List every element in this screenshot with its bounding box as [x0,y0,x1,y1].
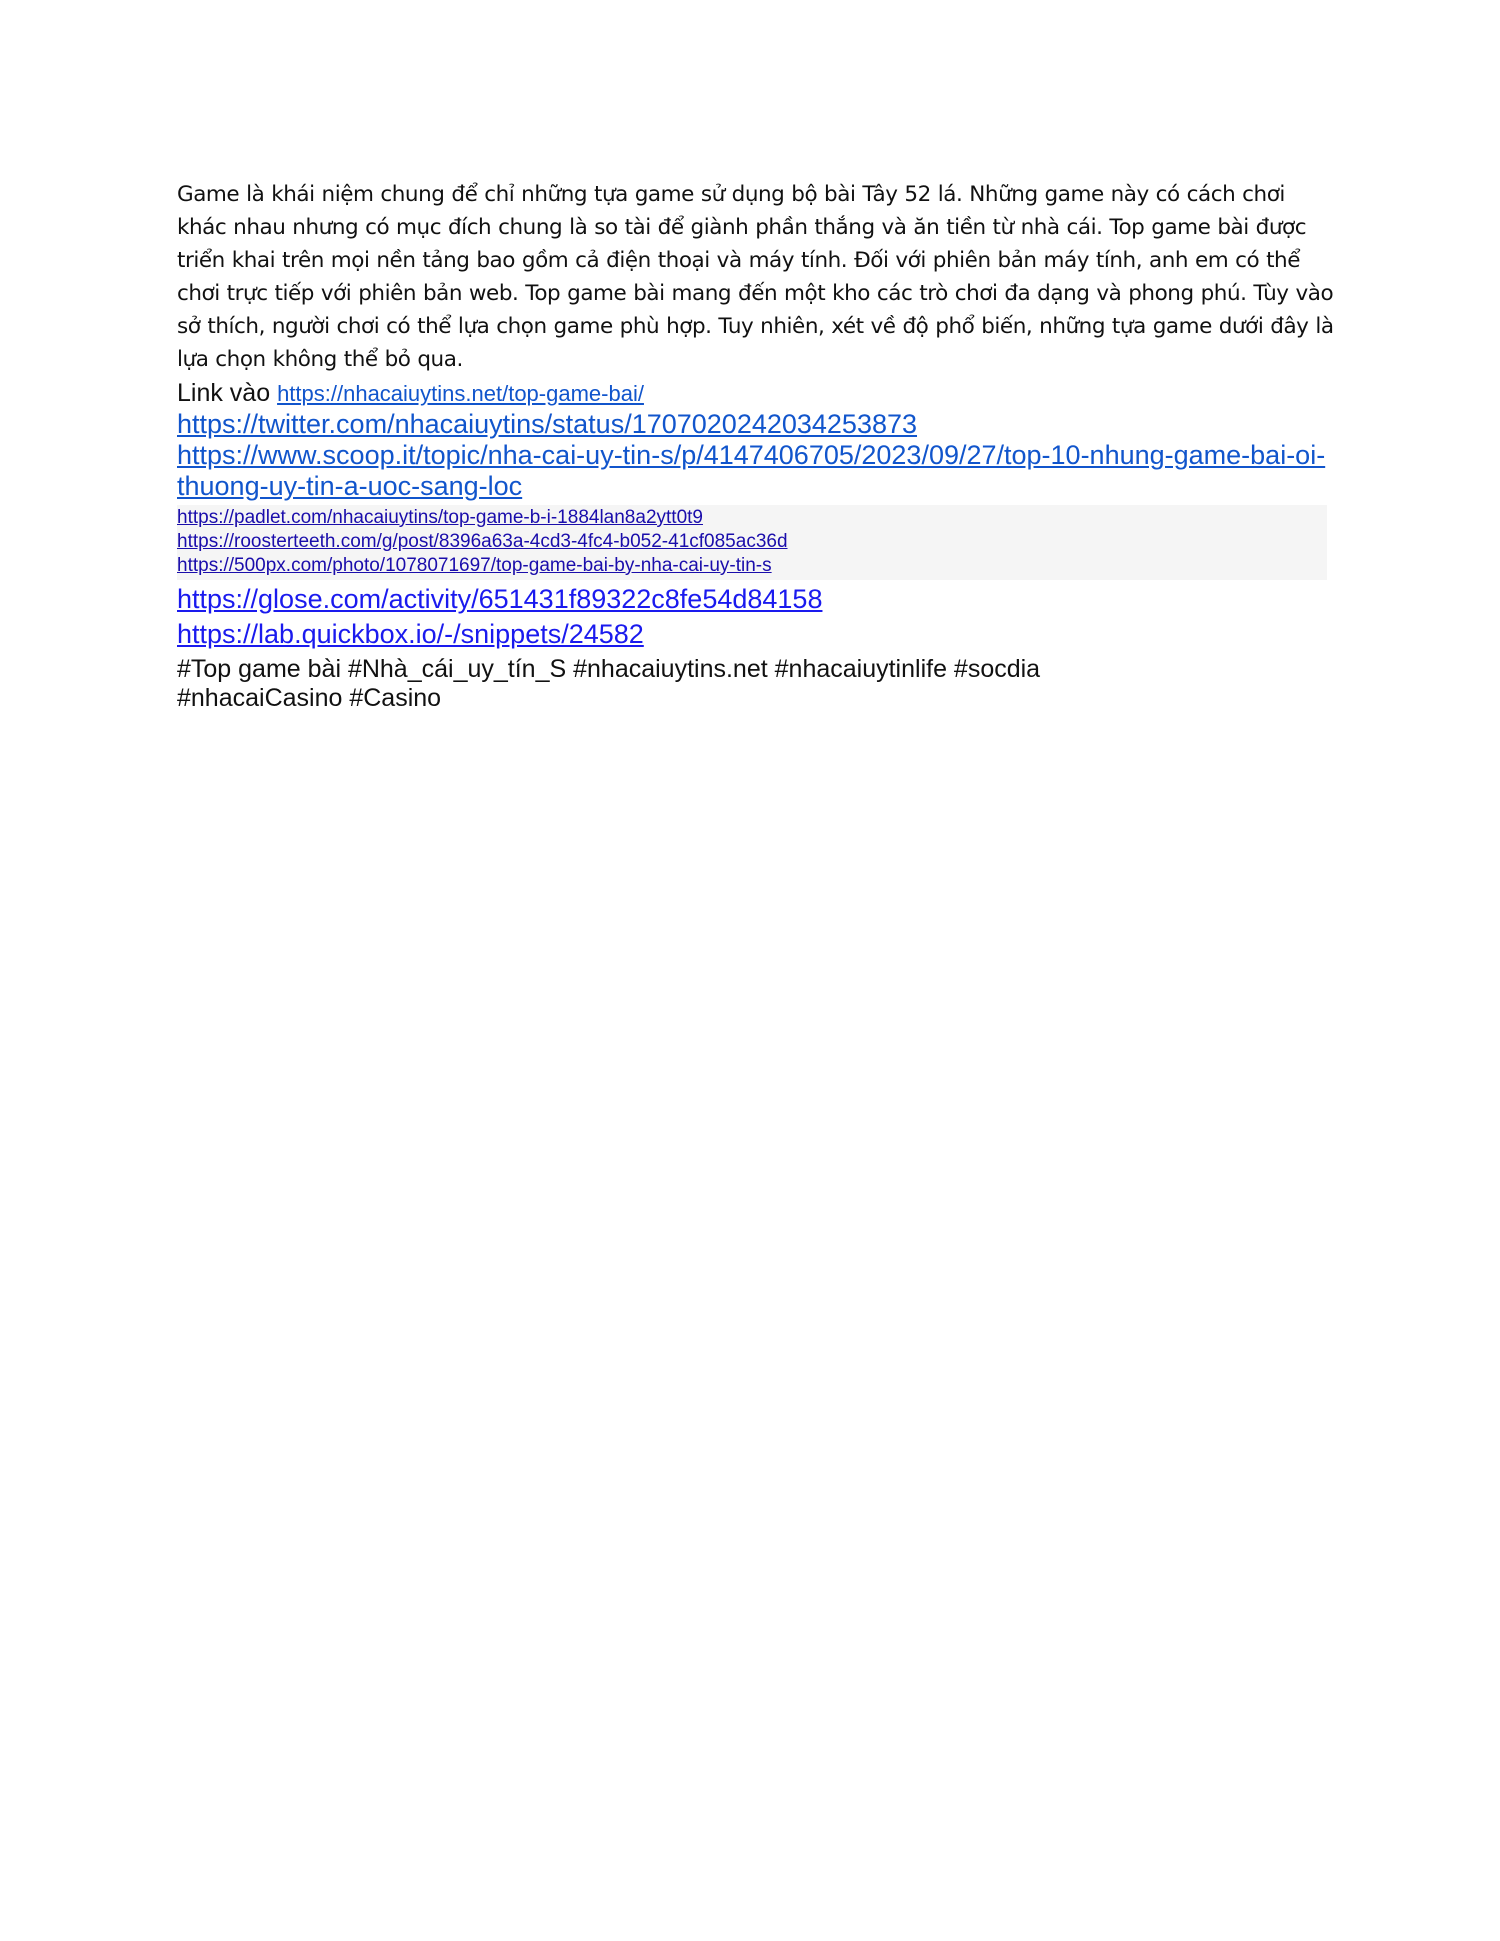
link-label: Link vào [177,379,278,407]
link-line [177,378,1337,409]
quickbox-link[interactable]: https://lab.quickbox.io/-/snippets/24582 [177,619,644,649]
twitter-link[interactable]: https://twitter.com/nhacaiuytins/status/1707020242034253873 [177,409,918,439]
padlet-link[interactable]: https://padlet.com/nhacaiuytins/top-game-b-i-1884lan8a2ytt0t9 [177,507,703,528]
intro-paragraph: Game là khái niệm chung để chỉ những tựa game sử dụng bộ bài Tây 52 lá. Những game này có cách chơi khác nhau nhưng có mục đích chung là so tài để giành phần thắng và ăn tiền từ nhà cái. Top game bài được triển khai trên mọi nền tảng bao gồm cả điện thoại và máy tính. Đối với phiên bản máy tính, anh em có thể chơi trực tiếp với phiên bản web. Top game bài mang đến một kho các trò chơi đa dạng và phong phú. Tùy vào sở thích, người chơi có thể lựa chọn game phù hợp. Tuy nhiên, xét về độ phổ biến, những tựa game dưới đây là lựa chọn không thể bỏ qua. [177,182,1334,372]
hashtags: #Top game bài #Nhà_cái_uy_tín_S #nhacaiuytins.net #nhacaiuytinlife #socdia #nhacaiCasino #Casino [177,655,1041,712]
document-body [177,178,1337,713]
scoop-link[interactable]: https://www.scoop.it/topic/nha-cai-uy-tin-s/p/4147406705/2023/09/27/top-10-nhung-game-bai-oi-thuong-uy-tin-a-uoc-sang-loc [177,440,1326,501]
glose-link[interactable]: https://glose.com/activity/651431f89322c8fe54d84158 [177,584,823,614]
roosterteeth-link[interactable]: https://roosterteeth.com/g/post/8396a63a-4cd3-4fc4-b052-41cf085ac36d [177,531,788,552]
shaded-links-block [177,505,1327,580]
main-link[interactable]: https://nhacaiuytins.net/top-game-bai/ [277,381,644,406]
500px-link[interactable]: https://500px.com/photo/1078071697/top-game-bai-by-nha-cai-uy-tin-s [177,555,772,576]
